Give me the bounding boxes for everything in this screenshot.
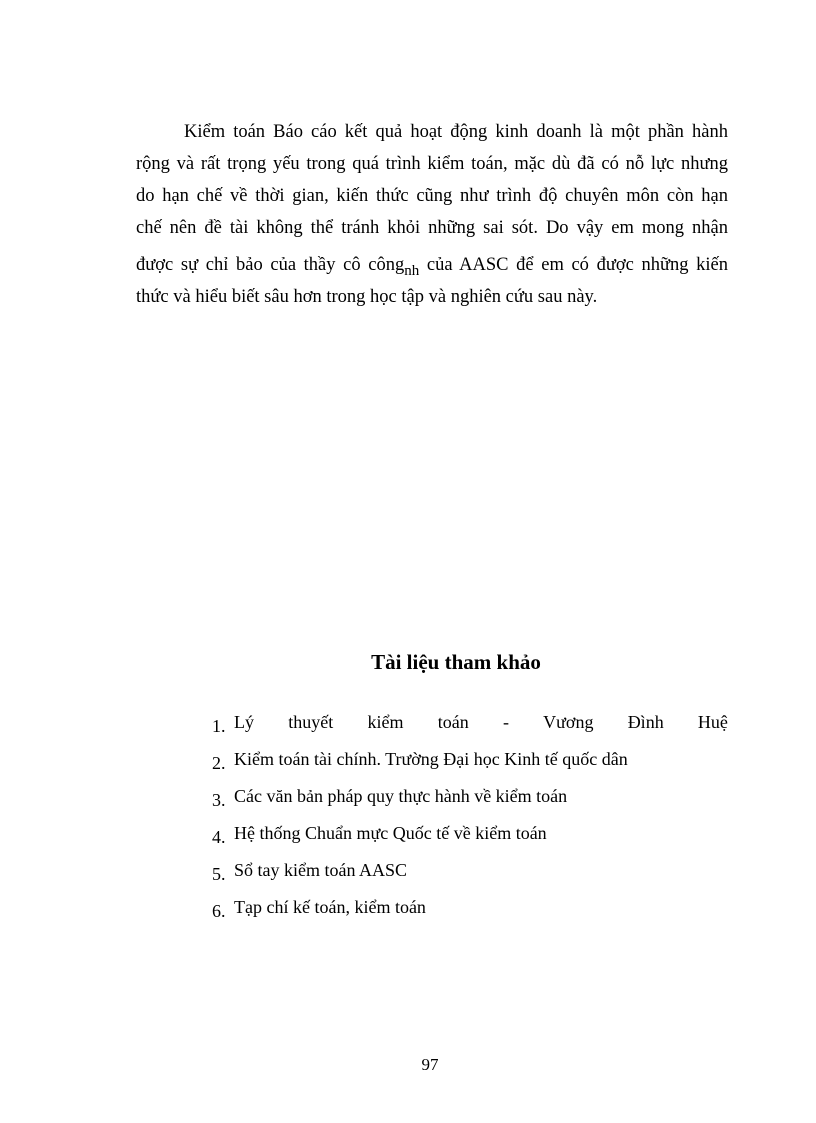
page-number: 97 [421,1055,439,1074]
reference-number: 3. [212,790,226,810]
reference-word: kiểm [367,712,404,732]
paragraph-text-segment: được sự chỉ bảo của thầy cô công [136,255,405,275]
reference-text: Tạp chí kế toán, kiểm toán [234,897,426,917]
reference-number: 2. [212,753,226,773]
reference-number: 5. [212,864,226,884]
reference-number: 4. [212,827,226,847]
reference-number: 1. [212,716,226,736]
reference-item [212,896,728,921]
reference-word: Đình [627,712,664,732]
reference-word: - [502,712,509,732]
reference-word: Vương [543,712,594,732]
paragraph-line: chế nên đề tài không thể tránh khỏi những sai sót. Do vậy em mong nhận [136,218,728,238]
paragraph-line: Kiểm toán Báo cáo kết quả hoạt động kinh doanh là một phần hành [184,122,728,142]
reference-item [212,748,728,773]
reference-text [234,711,728,733]
paragraph-line [136,254,728,277]
reference-text: Sổ tay kiểm toán AASC [234,860,408,880]
reference-number: 6. [212,901,226,921]
reference-text: Các văn bản pháp quy thực hành về kiểm toán [234,786,568,806]
paragraph-line: rộng và rất trọng yếu trong quá trình kiểm toán, mặc dù đã có nỗ lực nhưng [136,154,728,174]
reference-item [212,859,728,884]
reference-word: Lý [234,712,254,732]
reference-word: toán [437,712,469,732]
reference-text: Hệ thống Chuẩn mực Quốc tế về kiểm toán [234,823,547,843]
reference-word: Huệ [697,712,728,732]
paragraph-line: do hạn chế về thời gian, kiến thức cũng như trình độ chuyên môn còn hạn [136,186,728,206]
reference-item [212,822,728,847]
paragraph-line: thức và hiểu biết sâu hơn trong học tập và nghiên cứu sau này. [136,287,598,307]
references-title: Tài liệu tham khảo [371,650,541,674]
paragraph-text-segment: của AASC để em có được những kiến [426,255,728,275]
paragraph-subscript-fragment: nh [404,263,420,279]
reference-item [212,711,728,736]
reference-item [212,785,728,810]
reference-word: thuyết [288,712,334,732]
reference-text: Kiểm toán tài chính. Trường Đại học Kinh tế quốc dân [234,749,628,769]
